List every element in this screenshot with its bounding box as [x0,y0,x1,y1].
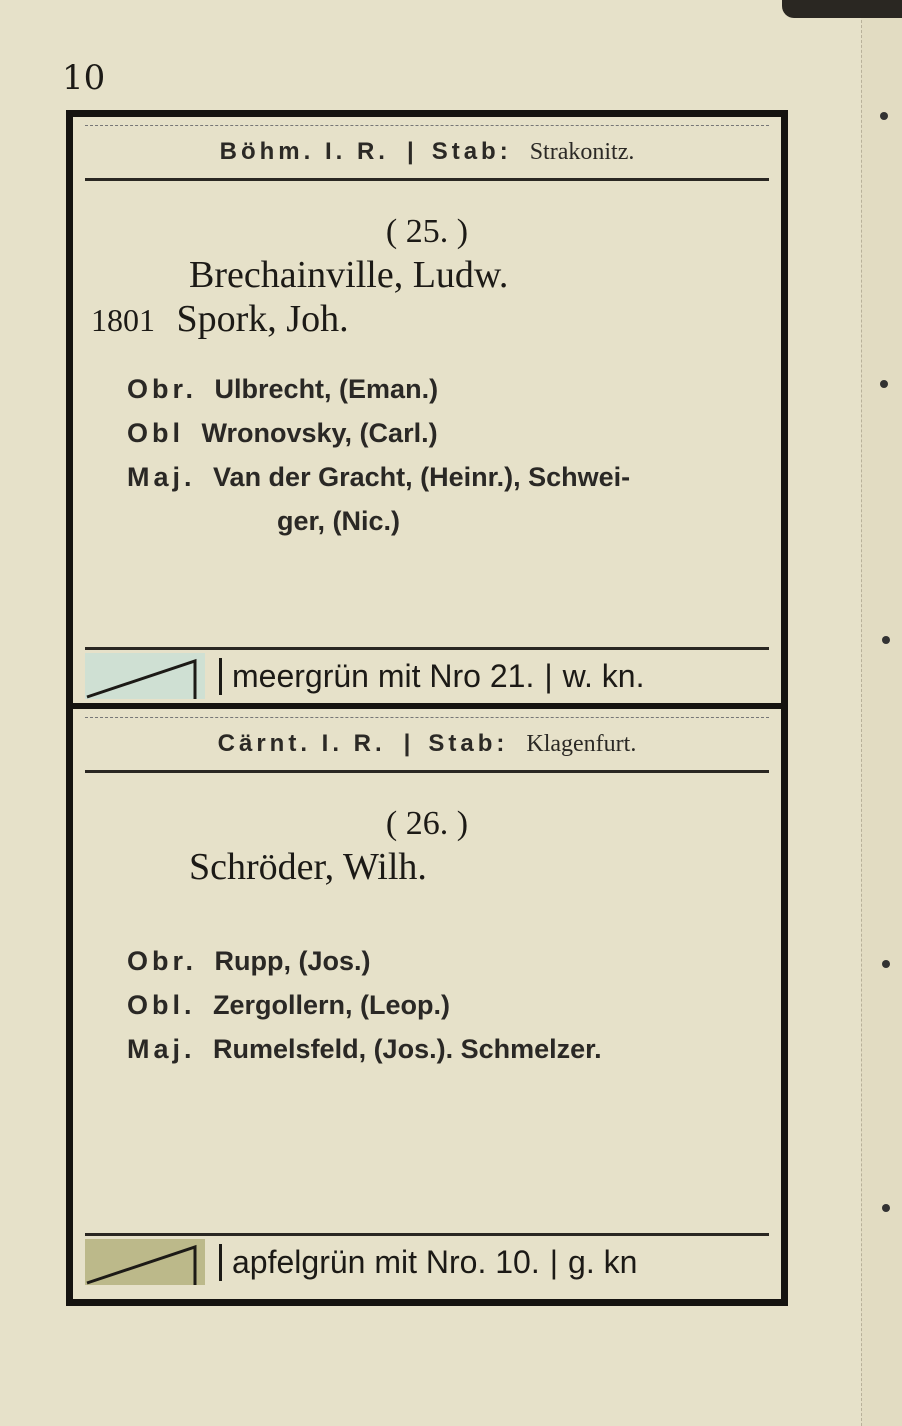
regiment-name: Böhm. I. R. [219,138,389,165]
officer-names: Rumelsfeld, (Jos.). Schmelzer. [213,1034,602,1064]
uniform-footer [85,647,769,702]
entry-header [85,717,769,773]
second-owner-year: 1801 [91,302,155,338]
corner-stain [782,0,902,18]
margin-mark [880,380,888,388]
entry-header [85,125,769,181]
uniform-footer [85,1233,769,1288]
stab-location: Klagenfurt. [526,730,637,757]
facing-color-text: apfelgrün mit Nro. 10. [219,1244,540,1281]
officer-row [127,983,763,1027]
officer-names: Wronovsky, (Carl.) [201,418,438,448]
officer-names: Rupp, (Jos.) [214,946,371,976]
second-owner-name: Spork, Joh. [176,298,349,340]
officer-list [127,939,763,1071]
officer-rank: Obr. [127,946,198,976]
officer-rank: Obl. [127,990,196,1020]
officer-row [127,455,763,499]
officer-rank: Obr. [127,374,198,404]
page-edge [861,0,902,1426]
margin-mark [880,112,888,120]
officer-names: Van der Gracht, (Heinr.), Schwei- [213,462,631,492]
header-separator: | [406,138,414,165]
regiment-name: Cärnt. I. R. [217,730,386,757]
regiment-number: ( 26. ) [385,805,469,842]
facing-color-swatch [85,1239,205,1285]
officer-names-continuation: ger, (Nic.) [277,506,401,536]
officer-continuation [127,499,763,543]
facing-color-swatch [85,653,205,699]
regiment-entry [73,117,781,709]
button-color-text: g. kn [568,1243,638,1280]
margin-mark [882,1204,890,1212]
officer-row [127,367,763,411]
stab-label: Stab: [428,730,509,757]
facing-color-text: meergrün mit Nro 21. [219,658,534,695]
officer-names: Zergollern, (Leop.) [213,990,451,1020]
officer-row [127,1027,763,1071]
officer-rank: Obl [127,418,184,448]
stab-label: Stab: [431,138,512,165]
officer-rank: Maj. [127,462,196,492]
margin-mark [882,960,890,968]
footer-separator: | [549,1243,559,1280]
stab-location: Strakonitz. [529,138,635,165]
second-owner [91,297,349,341]
officer-list [127,367,763,543]
button-color-text: w. kn. [562,657,645,694]
entries-frame [66,110,788,1306]
officer-names: Ulbrecht, (Eman.) [214,374,439,404]
regiment-number: ( 25. ) [385,213,469,250]
officer-rank: Maj. [127,1034,196,1064]
margin-mark [882,636,890,644]
officer-row [127,939,763,983]
officer-row [127,411,763,455]
header-separator: | [403,730,411,757]
footer-separator: | [544,657,553,694]
regiment-entry [73,709,781,1301]
regiment-owner: Brechainville, Ludw. [189,254,509,296]
page-number: 10 [62,58,106,98]
regiment-owner: Schröder, Wilh. [189,846,427,888]
